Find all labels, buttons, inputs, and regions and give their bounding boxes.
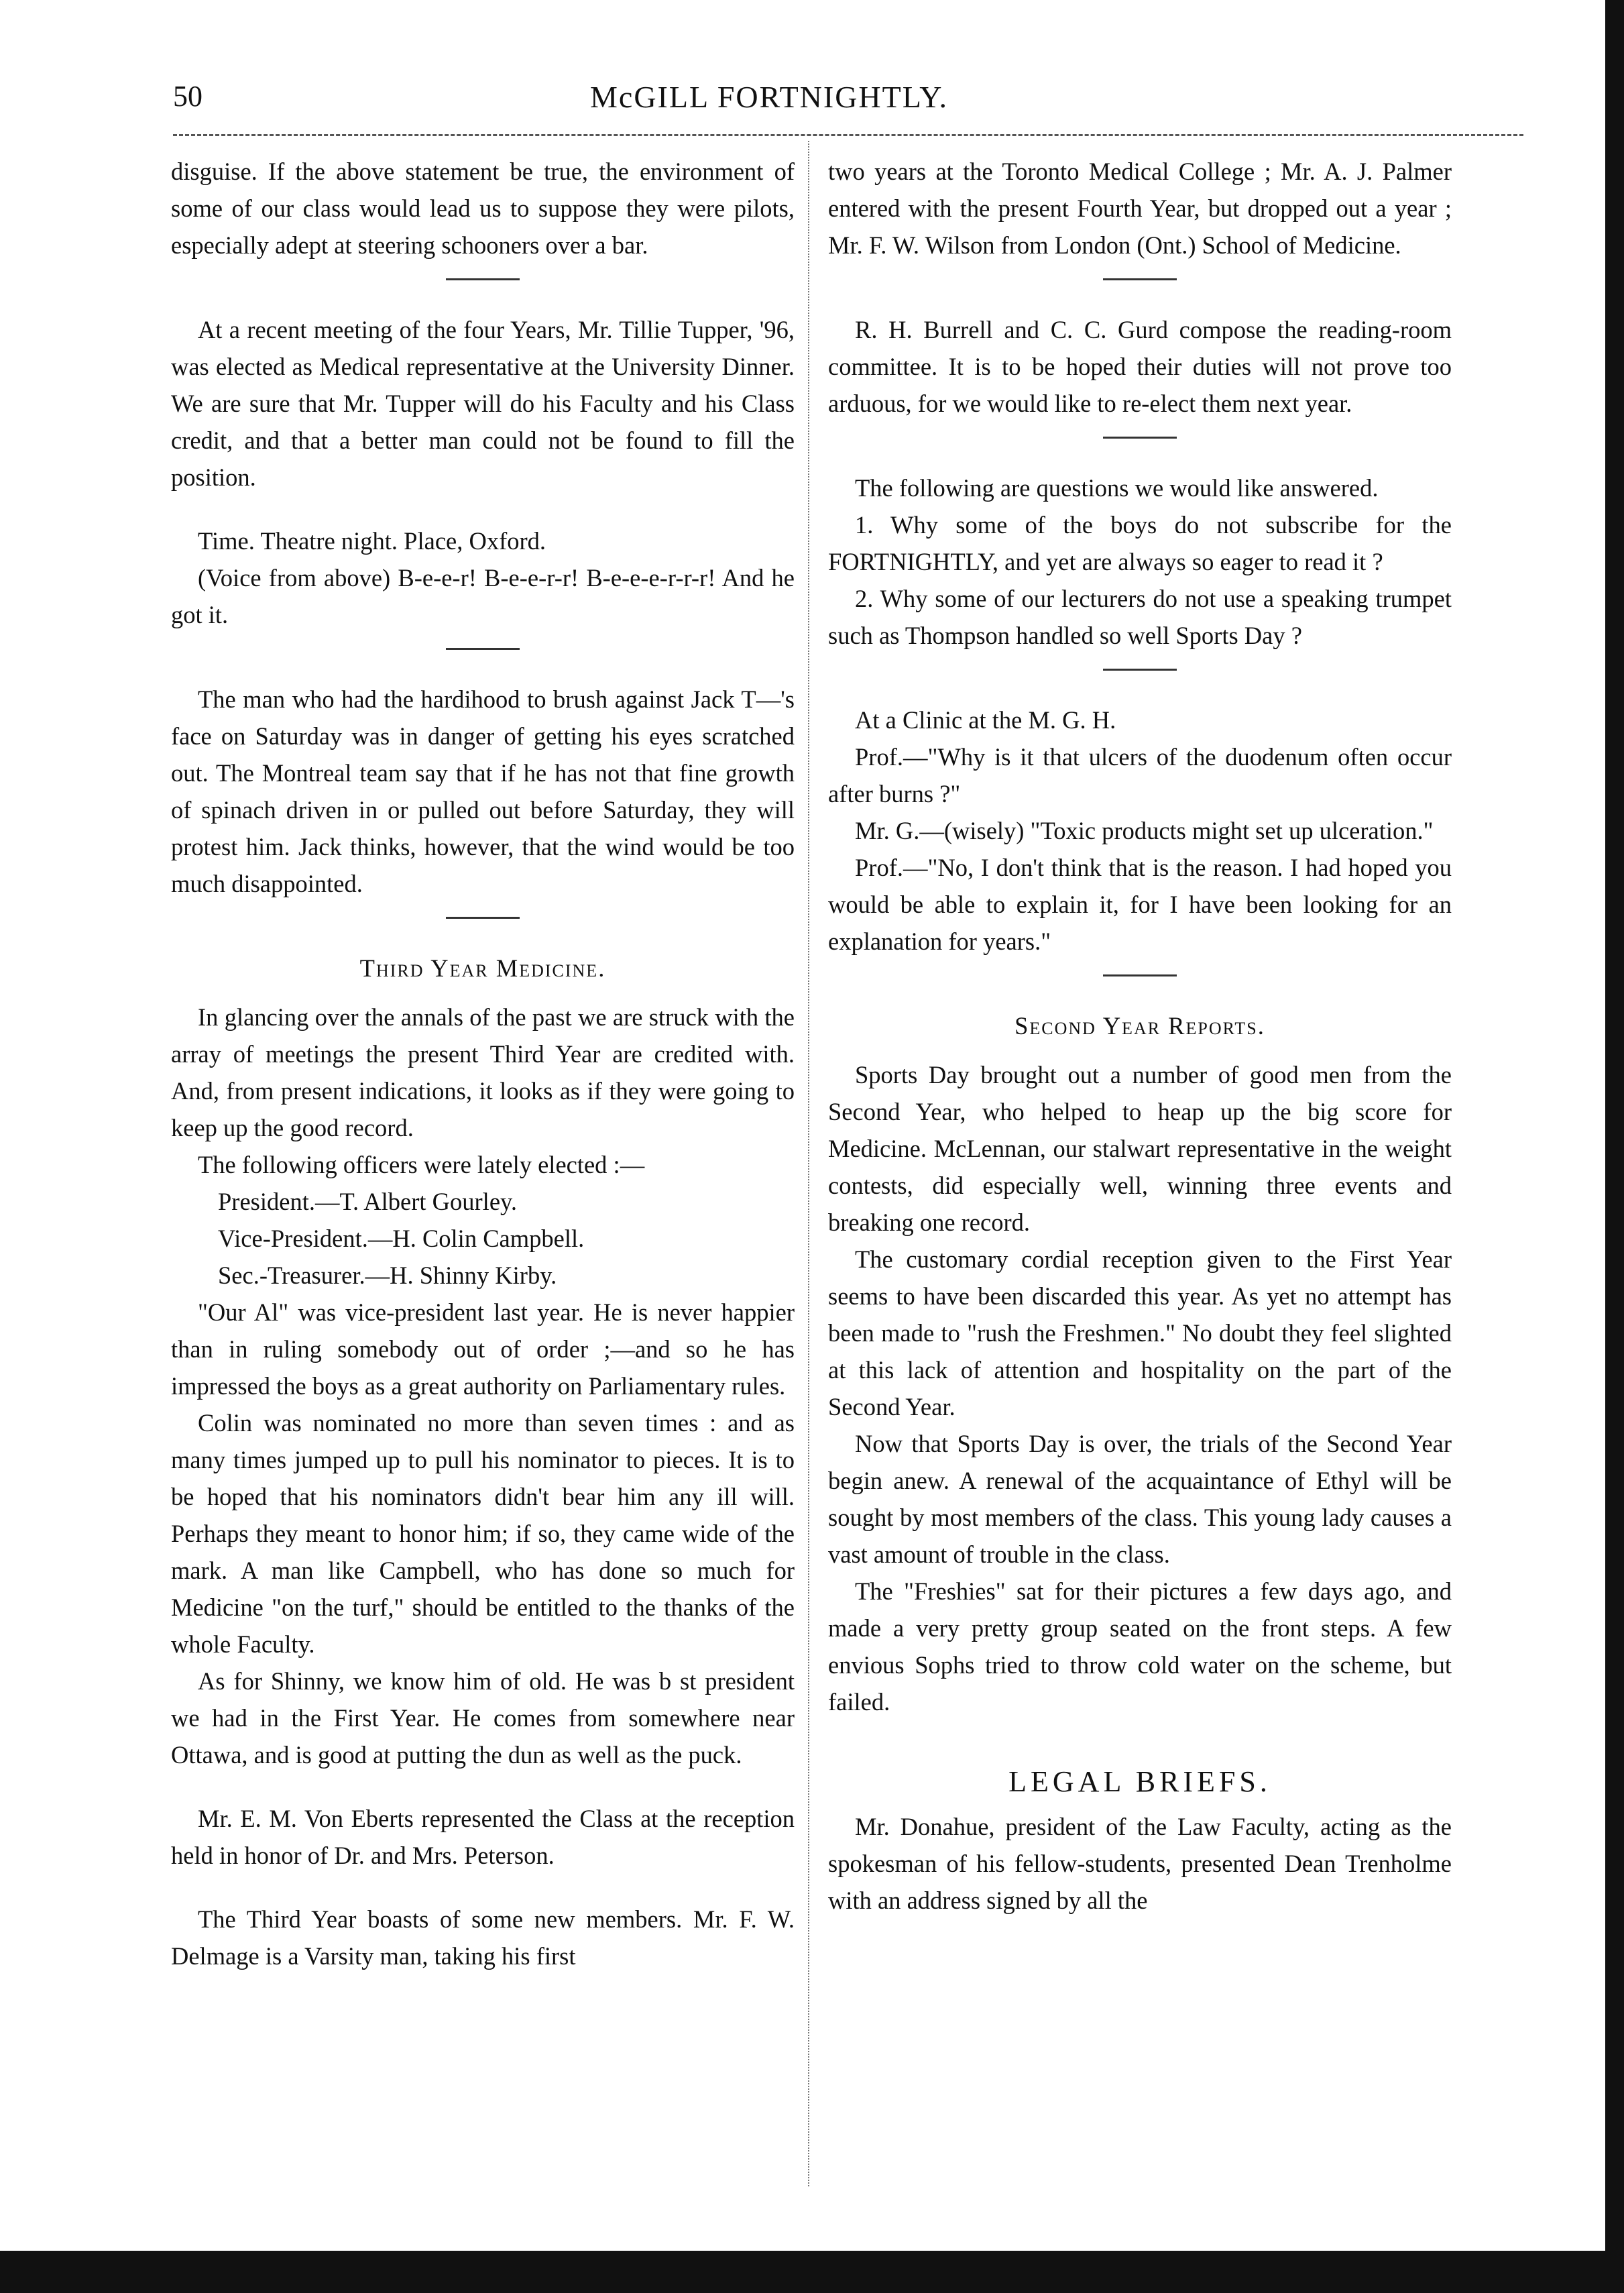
paragraph: 1. Why some of the boys do not subscribe for the FORTNIGHTLY, and yet are always so eager to read it ? [828,511,1452,575]
paragraph: The man who had the hardihood to brush against Jack T—'s face on Saturday was in danger of getting his eyes scratched out. The Montreal team say that if he has not that fine growth of spinach driven in or pulled out before Saturday, they will protest him. Jack thinks, however, that the wind would be too much disappointed. [171,685,795,897]
section-gap [171,1773,795,1800]
paragraph: disguise. If the above statement be true, the environment of some of our class would lead us to suppose they were pilots, especially adept at steering schooners over a bar. [171,158,795,259]
paragraph: The customary cordial reception given to the First Year seems to have been discarded this year. As yet no attempt has been made to "rush the Freshmen." No doubt they feel slighted at this lack of attention and hospitality on the part of the Second Year. [828,1245,1452,1420]
paragraph: In glancing over the annals of the past we are struck with the array of meetings the present Third Year are credited with. And, from present indications, it looks as if they were going to keep up the good record. [171,1003,795,1141]
section-separator [1103,278,1177,280]
section-heading: Second Year Reports. [1014,1012,1265,1040]
paragraph: Now that Sports Day is over, the trials of the Second Year begin anew. A renewal of the acquaintance of Ethyl will be sought by most members of the class. This young lady causes a vast amount of trouble in the class. [828,1430,1452,1568]
section-separator [1103,437,1177,439]
section-gap [171,496,795,522]
paragraph: R. H. Burrell and C. C. Gurd compose the reading-room committee. It is to be hoped their duties will not prove too arduous, for we would like to re-elect them next year. [828,316,1452,417]
section-separator [1103,669,1177,671]
paragraph: 2. Why some of our lecturers do not use a speaking trumpet such as Thompson handled so well Sports Day ? [828,585,1452,649]
right-column [828,153,1452,1919]
paragraph: The following officers were lately elected :— [198,1151,645,1178]
paragraph: Mr. E. M. Von Eberts represented the Class at the reception held in honor of Dr. and Mrs. Peterson. [171,1805,795,1869]
page-number: 50 [173,80,202,113]
section-heading: Third Year Medicine. [359,954,606,982]
scan-edge-shadow [1605,0,1624,2293]
section-separator [1103,974,1177,976]
paragraph: Prof.—"No, I don't think that is the reason. I had hoped you would be able to explain it, for I have been looking for an explanation for years." [828,854,1452,955]
section-separator [446,278,520,280]
officer-item: Sec.-Treasurer.—H. Shinny Kirby. [218,1262,557,1289]
paragraph: Colin was nominated no more than seven times : and as many times jumped up to pull his nominator to pieces. It is to be hoped that his nominators didn't bear him any ill will. Perhaps they meant to honor him; if so, they came wide of the mark. A man like Campbell, who has done so much for Medicine "on the turf," should be entitled to the thanks of the whole Faculty. [171,1409,795,1658]
paragraph: As for Shinny, we know him of old. He was b st president we had in the First Year. He comes from somewhere near Ottawa, and is good at putting the dun as well as the puck. [171,1667,795,1769]
scan-bottom-shadow [0,2251,1624,2293]
paragraph: At a Clinic at the M. G. H. [855,706,1116,734]
paragraph: Prof.—"Why is it that ulcers of the duodenum often occur after burns ?" [828,743,1452,807]
officer-item: Vice-President.—H. Colin Campbell. [218,1225,585,1252]
paragraph: At a recent meeting of the four Years, Mr. Tillie Tupper, '96, was elected as Medical representative at the University Dinner. We are sure that Mr. Tupper will do his Faculty and his Class credit, and that a better man could not be found to fill the position. [171,316,795,491]
paragraph: Mr. Donahue, president of the Law Faculty, acting as the spokesman of his fellow-students, presented Dean Trenholme with an address signed by all the [828,1813,1452,1914]
paragraph: The following are questions we would like answered. [855,474,1379,502]
paragraph: The "Freshies" sat for their pictures a few days ago, and made a very pretty group seated on the front steps. A few envious Sophs tried to throw cold water on the scheme, but failed. [828,1577,1452,1716]
officer-item: President.—T. Albert Gourley. [218,1188,518,1215]
paragraph: Mr. G.—(wisely) "Toxic products might set up ulceration." [855,817,1434,844]
section-gap [171,1874,795,1901]
paragraph: two years at the Toronto Medical College ; Mr. A. J. Palmer entered with the present Fourth Year, but dropped out a year ; Mr. F. W. Wilson from London (Ont.) School of Medicine. [828,158,1452,259]
section-gap [828,1720,1452,1747]
section-separator [446,917,520,919]
paragraph: Sports Day brought out a number of good men from the Second Year, who helped to heap up the big score for Medicine. McLennan, our stalwart representative in the weight contests, did especially well, winning three events and breaking one record. [828,1061,1452,1236]
header-rule [173,134,1523,136]
left-column [171,153,795,1974]
department-heading: LEGAL BRIEFS. [1008,1765,1271,1798]
paragraph: The Third Year boasts of some new members. Mr. F. W. Delmage is a Varsity man, taking his first [171,1905,795,1970]
column-divider [808,141,809,2186]
masthead: McGILL FORTNIGHTLY. [590,80,949,114]
paragraph: "Our Al" was vice-president last year. He is never happier than in ruling somebody out of order ;—and so he has impressed the boys as a great authority on Parliamentary rules. [171,1298,795,1400]
section-separator [446,648,520,650]
paragraph: (Voice from above) B-e-e-r! B-e-e-r-r! B-e-e-e-r-r-r! And he got it. [171,564,795,628]
paragraph: Time. Theatre night. Place, Oxford. [198,527,546,555]
